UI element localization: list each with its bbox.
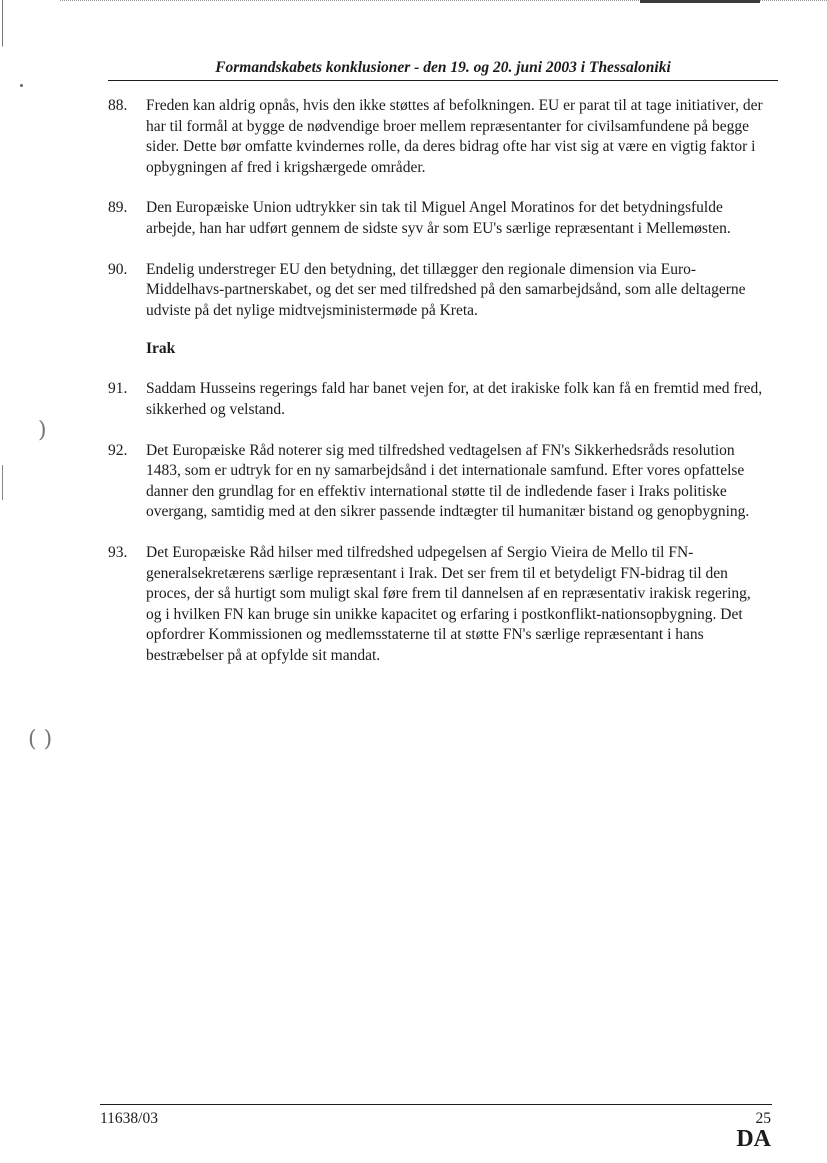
paragraph-number: 89. <box>108 199 128 217</box>
scan-dot-mark <box>20 84 23 87</box>
paragraph-number: 90. <box>108 260 128 278</box>
paragraph-91 <box>108 379 770 420</box>
page-number: 25 <box>755 1110 771 1127</box>
punch-hole-mark-upper: ) <box>38 418 47 443</box>
paragraph-92 <box>108 441 770 523</box>
paragraph-text: Det Europæiske Råd noterer sig med tilfredshed vedtagelsen af FN's Sikkerhedsråds resolution 1483, som er udtryk for en ny samarbejdsånd i det internationale samfund. Efter vores opfattelse danner den grundlag for en effektiv international støtte til de indledende faser i Iraks politiske overgang, samtidig med at den sikrer passende indtægter til humanitær bistand og genopbygning. <box>146 441 750 521</box>
language-code: DA <box>736 1126 771 1152</box>
paragraph-number: 88. <box>108 97 128 114</box>
paragraph-number: 92. <box>108 441 128 459</box>
document-reference: 11638/03 <box>100 1110 158 1127</box>
paragraph-text: Freden kan aldrig opnås, hvis den ikke støttes af befolkningen. EU er parat til at tage initiativer, der har til formål at bygge de nødvendige broer mellem repræsentanter for civilsamfundene på begge sider. Dette bør omfatte kvindernes rolle, da deres bidrag ofte har vist sig at være en vigtig faktor i opbygningen af fred i krigshærgede områder. <box>146 97 763 176</box>
paragraph-90 <box>108 260 770 322</box>
paragraph-number: 93. <box>108 543 128 561</box>
paragraph-text: Saddam Husseins regerings fald har banet vejen for, at det irakiske folk kan få en fremtid med fred, sikkerhed og velstand. <box>146 380 763 418</box>
scan-edge-left <box>2 0 3 1163</box>
paragraph-93 <box>108 543 770 667</box>
page-header: Formandskabets konklusioner - den 19. og 20. juni 2003 i Thessaloniki <box>108 58 778 81</box>
paragraph-text: Den Europæiske Union udtrykker sin tak til Miguel Angel Moratinos for det betydningsfulde arbejde, han har udført gennem de sidste syv år som EU's særlige repræsentant i Mellemøsten. <box>146 199 731 237</box>
paragraph-88 <box>108 96 770 178</box>
paragraph-text: Det Europæiske Råd hilser med tilfredshed udpegelsen af Sergio Vieira de Mello til FN-generalsekretærens særlige repræsentant i Irak. Det ser frem til et betydeligt FN-bidrag til den proces, der så hurtigt som muligt skal føre frem til dannelsen af en repræsentativ irakisk regering, og i hvilken FN kan bruge sin unikke kapacitet og erfaring i postkonflikt-nationsopbygning. Det opfordrer Kommissionen og medlemsstaterne til at støtte FN's særlige repræsentant i hans bestræbelser på at opfylde sit mandat. <box>146 543 751 664</box>
document-body <box>108 96 770 686</box>
paragraph-89 <box>108 198 770 239</box>
section-heading-irak: Irak <box>146 340 176 358</box>
punch-hole-mark-lower: ( ) <box>28 727 53 752</box>
scan-edge-mark <box>640 0 760 3</box>
paragraph-text: Endelig understreger EU den betydning, det tillægger den regionale dimension via Euro-Middelhavs-partnerskabet, og det ser med tilfredshed på den samarbejdsånd, som alle deltagerne udviste på det nylige midtvejsministermøde på Kreta. <box>146 260 746 319</box>
footer-divider <box>100 1104 772 1105</box>
paragraph-number: 91. <box>108 380 128 398</box>
